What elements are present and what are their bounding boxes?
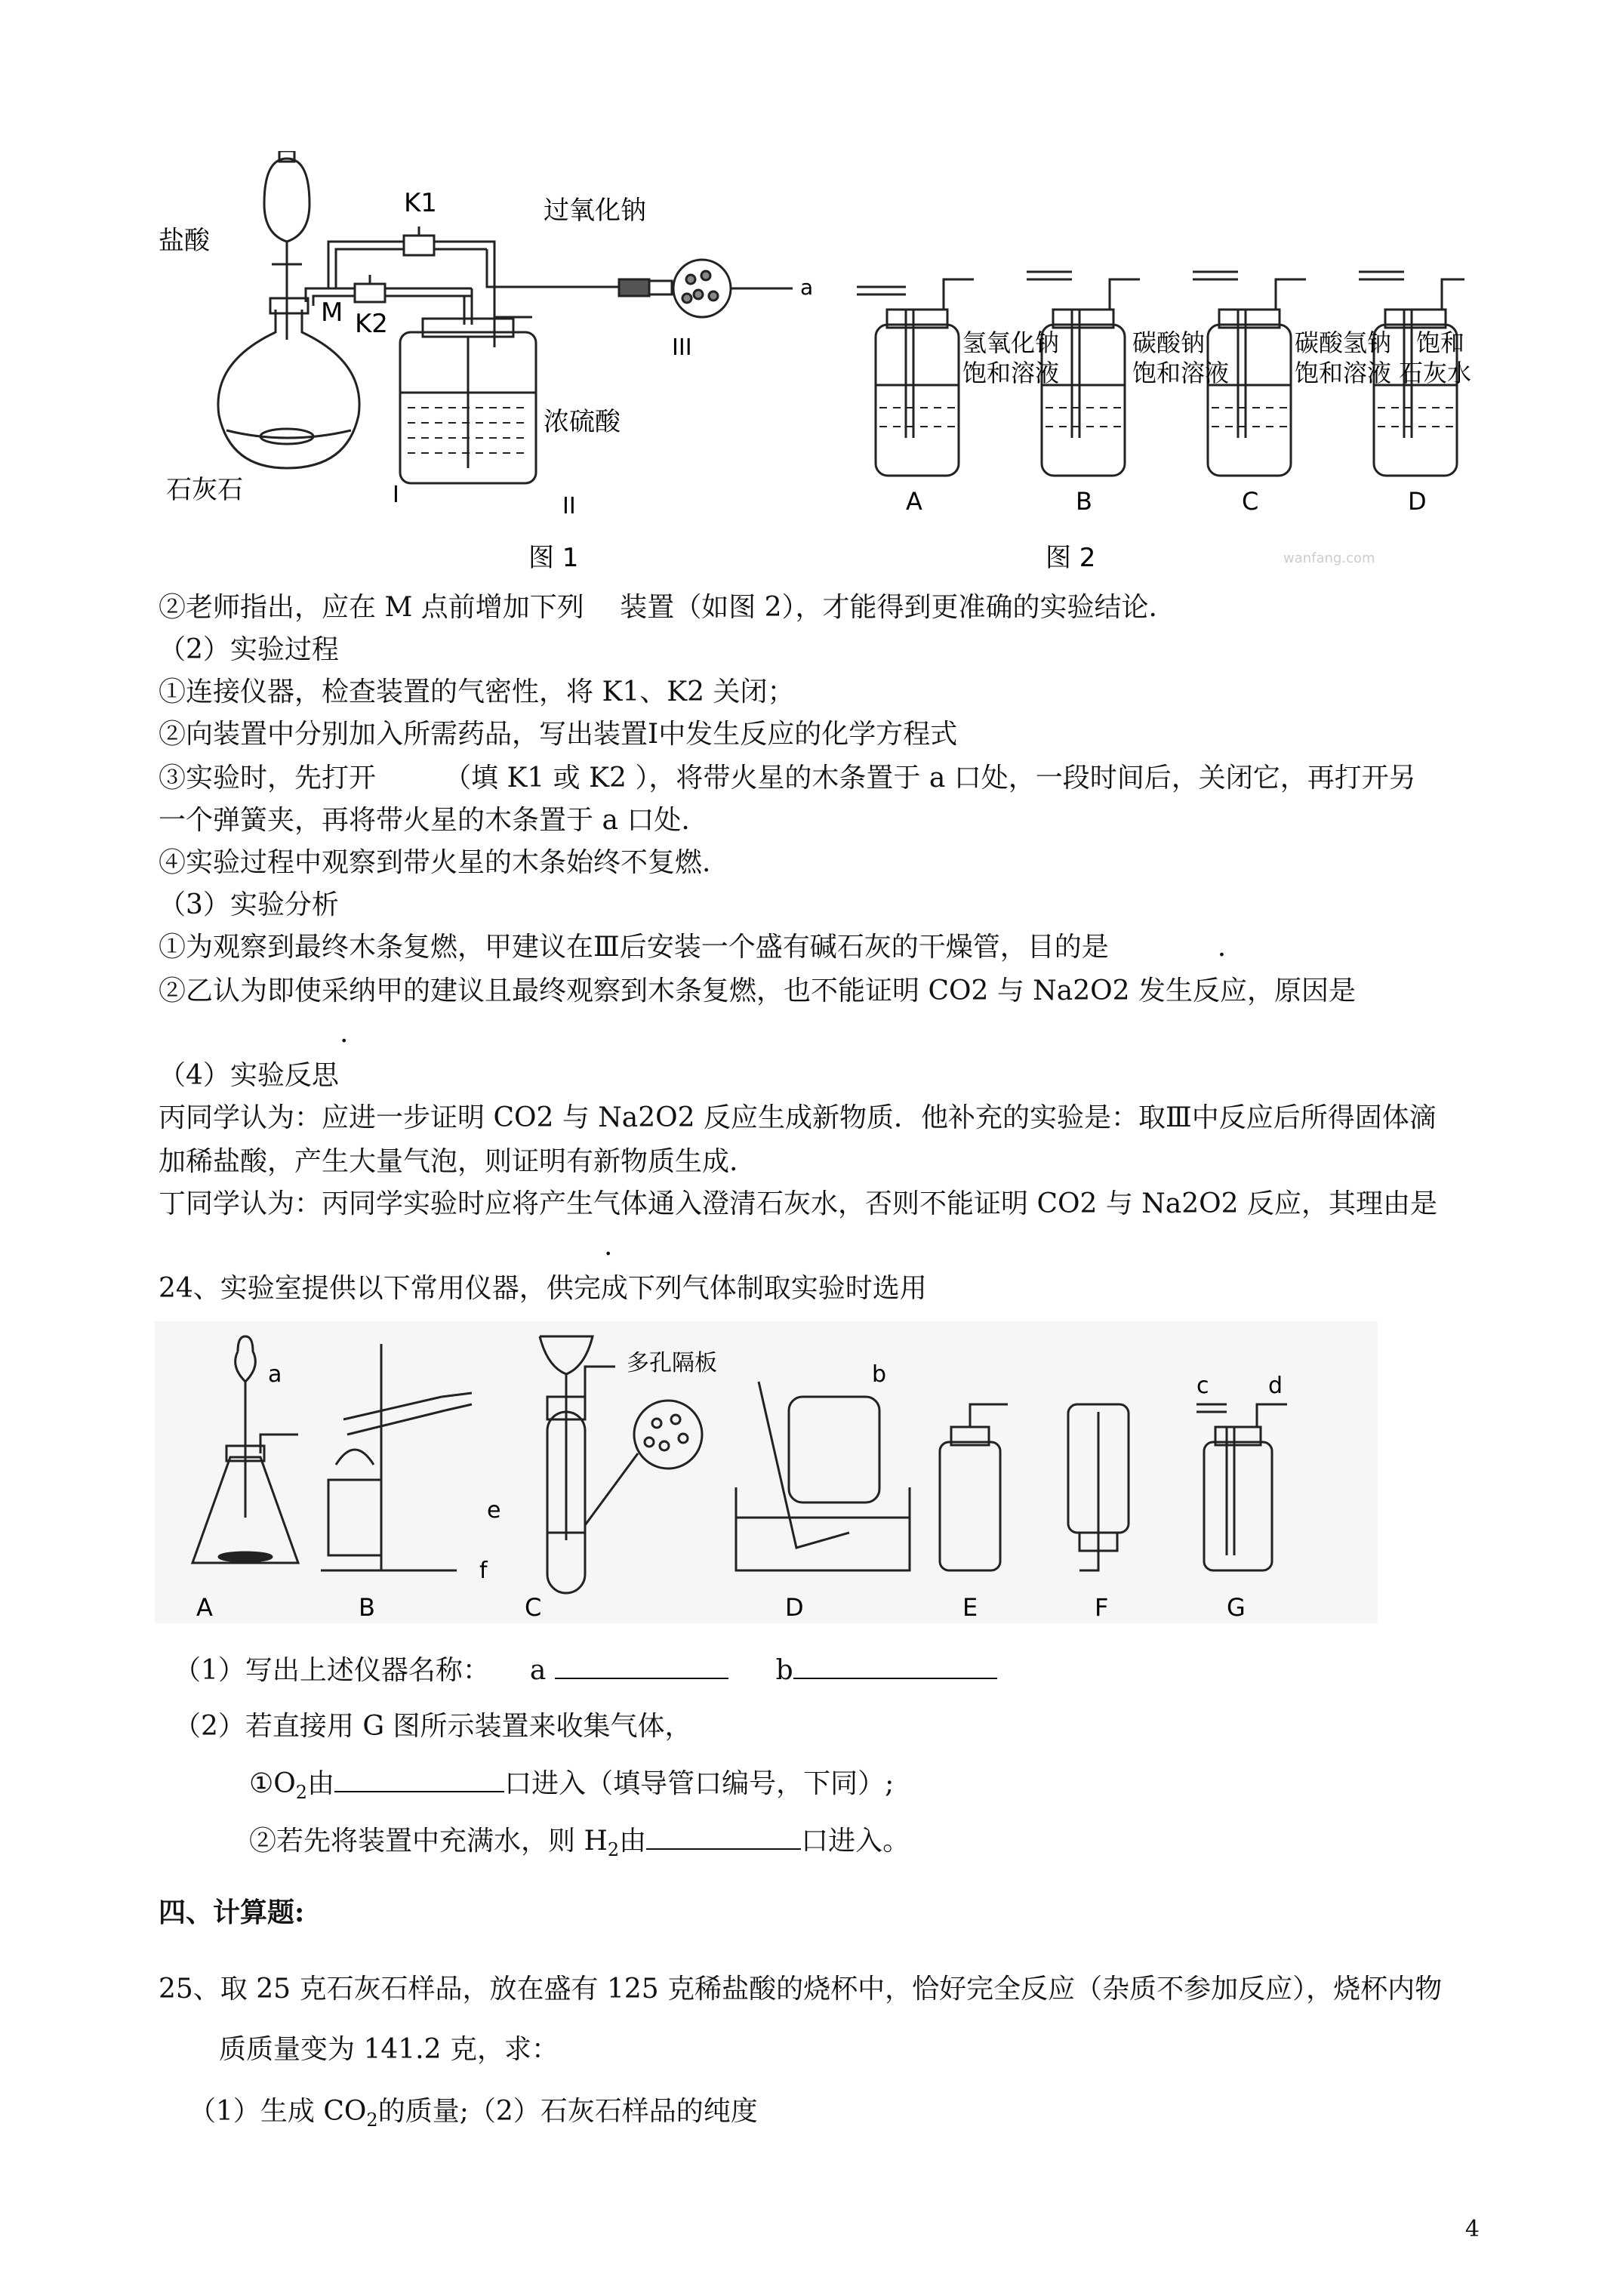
figure-apparatus	[155, 1321, 1378, 1623]
blank-a[interactable]	[555, 1652, 728, 1679]
fig2-letter-d: D	[1408, 487, 1427, 516]
fig1-h2so4-label: 浓硫酸	[544, 407, 621, 437]
fig2-caption: 图 2	[1046, 543, 1096, 573]
fig2-a-label-1: 氢氧化钠	[962, 328, 1060, 357]
q24-p2-2-mid: 由	[619, 1826, 647, 1857]
q25-line-1: 25、取 25 克石灰石样品，放在盛有 125 克稀盐酸的烧杯中，恰好完全反应（杂质不参加反应），烧杯内物	[159, 1974, 1443, 2005]
fig1-limestone-label: 石灰石	[166, 475, 243, 505]
q24-p2-1-sub: 2	[295, 1782, 308, 1804]
text-line-6: 一个弹簧夹，再将带火星的木条置于 a 口处.	[159, 805, 690, 836]
fig1-hcl-label: 盐酸	[159, 226, 210, 256]
q24-p2-2-prefix: ②若先将装置中充满水，则 H	[249, 1826, 608, 1857]
text-line-2: （2）实验过程	[159, 634, 339, 665]
q25-line-3	[189, 2094, 758, 2137]
q24-p2-2-suffix: 口进入。	[801, 1826, 910, 1857]
fig3-letter-b: B	[359, 1593, 375, 1622]
fig3-f-label: f	[479, 1558, 488, 1584]
fig2-d-label-1: 饱和	[1415, 328, 1464, 357]
text-line-8: （3）实验分析	[159, 889, 339, 920]
fig2-letter-b: B	[1076, 487, 1092, 516]
fig3-letter-a: A	[196, 1593, 213, 1622]
figure-1-and-2	[151, 151, 1472, 589]
fig3-c-label: c	[1196, 1373, 1209, 1399]
text-line-7: ④实验过程中观察到带火星的木条始终不复燃.	[159, 847, 711, 878]
fig1-roman-3: III	[672, 334, 692, 361]
q24-p2-1-mid: 由	[307, 1768, 335, 1799]
q24-p2-2-sub: 2	[607, 1839, 620, 1861]
q24-p1-b: b	[775, 1655, 793, 1686]
text-line-9: ①为观察到最终木条复燃，甲建议在Ⅲ后安装一个盛有碱石灰的干燥管，目的是 .	[159, 932, 1227, 963]
fig3-d-label: d	[1268, 1373, 1283, 1399]
fig3-letter-f: F	[1095, 1593, 1109, 1622]
q25-line-3-b: 的质量;（2）石灰石样品的纯度	[377, 2096, 758, 2127]
fig2-c-label-1: 碳酸氢钠	[1295, 328, 1392, 357]
fig2-a-label-2: 饱和溶液	[962, 359, 1060, 387]
blank-o2[interactable]	[334, 1765, 504, 1792]
blank-h2[interactable]	[646, 1823, 801, 1850]
fig3-e-label: e	[487, 1497, 501, 1524]
text-line-1: ②老师指出，应在 M 点前增加下列 装置（如图 2），才能得到更准确的实验结论.	[159, 592, 1157, 623]
fig3-b-label: b	[872, 1361, 887, 1388]
fig3-a-label: a	[268, 1361, 282, 1388]
q24-p1-a: a	[529, 1655, 547, 1686]
fig1-na2o2-label: 过氧化钠	[544, 196, 646, 226]
q24-p1-prefix: （1）写出上述仪器名称：	[174, 1655, 490, 1686]
fig3-letter-g: G	[1227, 1593, 1246, 1622]
fig1-k1-label: K1	[404, 188, 437, 218]
text-line-5: ③实验时，先打开 （填 K1 或 K2 ），将带火星的木条置于 a 口处，一段时间后，关闭它，再打开另	[159, 763, 1416, 794]
fig3-letter-c: C	[525, 1593, 542, 1622]
text-line-15: 丁同学认为：丙同学实验时应将产生气体通入澄清石灰水，否则不能证明 CO2 与 Na2O2 反应，其理由是	[159, 1188, 1438, 1219]
text-line-12: （4）实验反思	[159, 1060, 339, 1091]
fig1-roman-1: I	[393, 482, 399, 508]
text-line-17: 24、实验室提供以下常用仪器，供完成下列气体制取实验时选用	[159, 1273, 927, 1304]
fig2-b-label-1: 碳酸钠	[1132, 328, 1206, 357]
fig3-letter-d: D	[785, 1593, 804, 1622]
text-line-13: 丙同学认为：应进一步证明 CO2 与 Na2O2 反应生成新物质．他补充的实验是：取Ⅲ中反应后所得固体滴	[159, 1102, 1437, 1133]
fig2-d-label-2: 石灰水	[1398, 359, 1471, 387]
fig1-a-label: a	[800, 275, 814, 300]
text-line-16: .	[604, 1231, 613, 1262]
fig2-letter-a: A	[906, 487, 922, 516]
q24-part2-2	[249, 1823, 910, 1867]
q24-part2-1	[249, 1765, 894, 1810]
fig2-b-label-2: 饱和溶液	[1132, 359, 1230, 387]
fig3-plate-label: 多孔隔板	[627, 1350, 717, 1376]
q24-part1	[174, 1652, 997, 1688]
q25-line-3-sub: 2	[366, 2110, 378, 2131]
fig1-m-label: M	[321, 297, 343, 328]
text-line-11: .	[340, 1018, 349, 1049]
text-line-14: 加稀盐酸，产生大量气泡，则证明有新物质生成.	[159, 1146, 738, 1177]
q24-p2-1-prefix: ①O	[249, 1768, 296, 1799]
q25-line-2: 质质量变为 141.2 克，求：	[219, 2034, 559, 2065]
fig3-letter-e: E	[962, 1593, 978, 1622]
blank-b[interactable]	[793, 1652, 997, 1679]
section-4-heading: 四、计算题:	[159, 1897, 305, 1928]
text-line-10: ②乙认为即使采纳甲的建议且最终观察到木条复燃，也不能证明 CO2 与 Na2O2 发生反应，原因是	[159, 975, 1357, 1006]
q24-part2: （2）若直接用 G 图所示装置来收集气体，	[174, 1711, 692, 1742]
fig1-k2-label: K2	[355, 309, 388, 339]
q25-line-3-a: （1）生成 CO	[189, 2096, 367, 2127]
fig1-roman-2: II	[562, 493, 576, 519]
fig1-caption: 图 1	[528, 543, 579, 573]
fig2-c-label-2: 饱和溶液	[1295, 359, 1392, 387]
page-number: 4	[1464, 2216, 1480, 2242]
q24-p2-1-suffix: 口进入（填导管口编号，下同）;	[504, 1768, 895, 1799]
text-line-3: ①连接仪器，检查装置的气密性，将 K1、K2 关闭；	[159, 676, 795, 707]
fig2-letter-c: C	[1242, 487, 1259, 516]
text-line-4: ②向装置中分别加入所需药品，写出装置Ⅰ中发生反应的化学方程式	[159, 719, 958, 750]
watermark: wanfang.com	[1283, 550, 1375, 566]
